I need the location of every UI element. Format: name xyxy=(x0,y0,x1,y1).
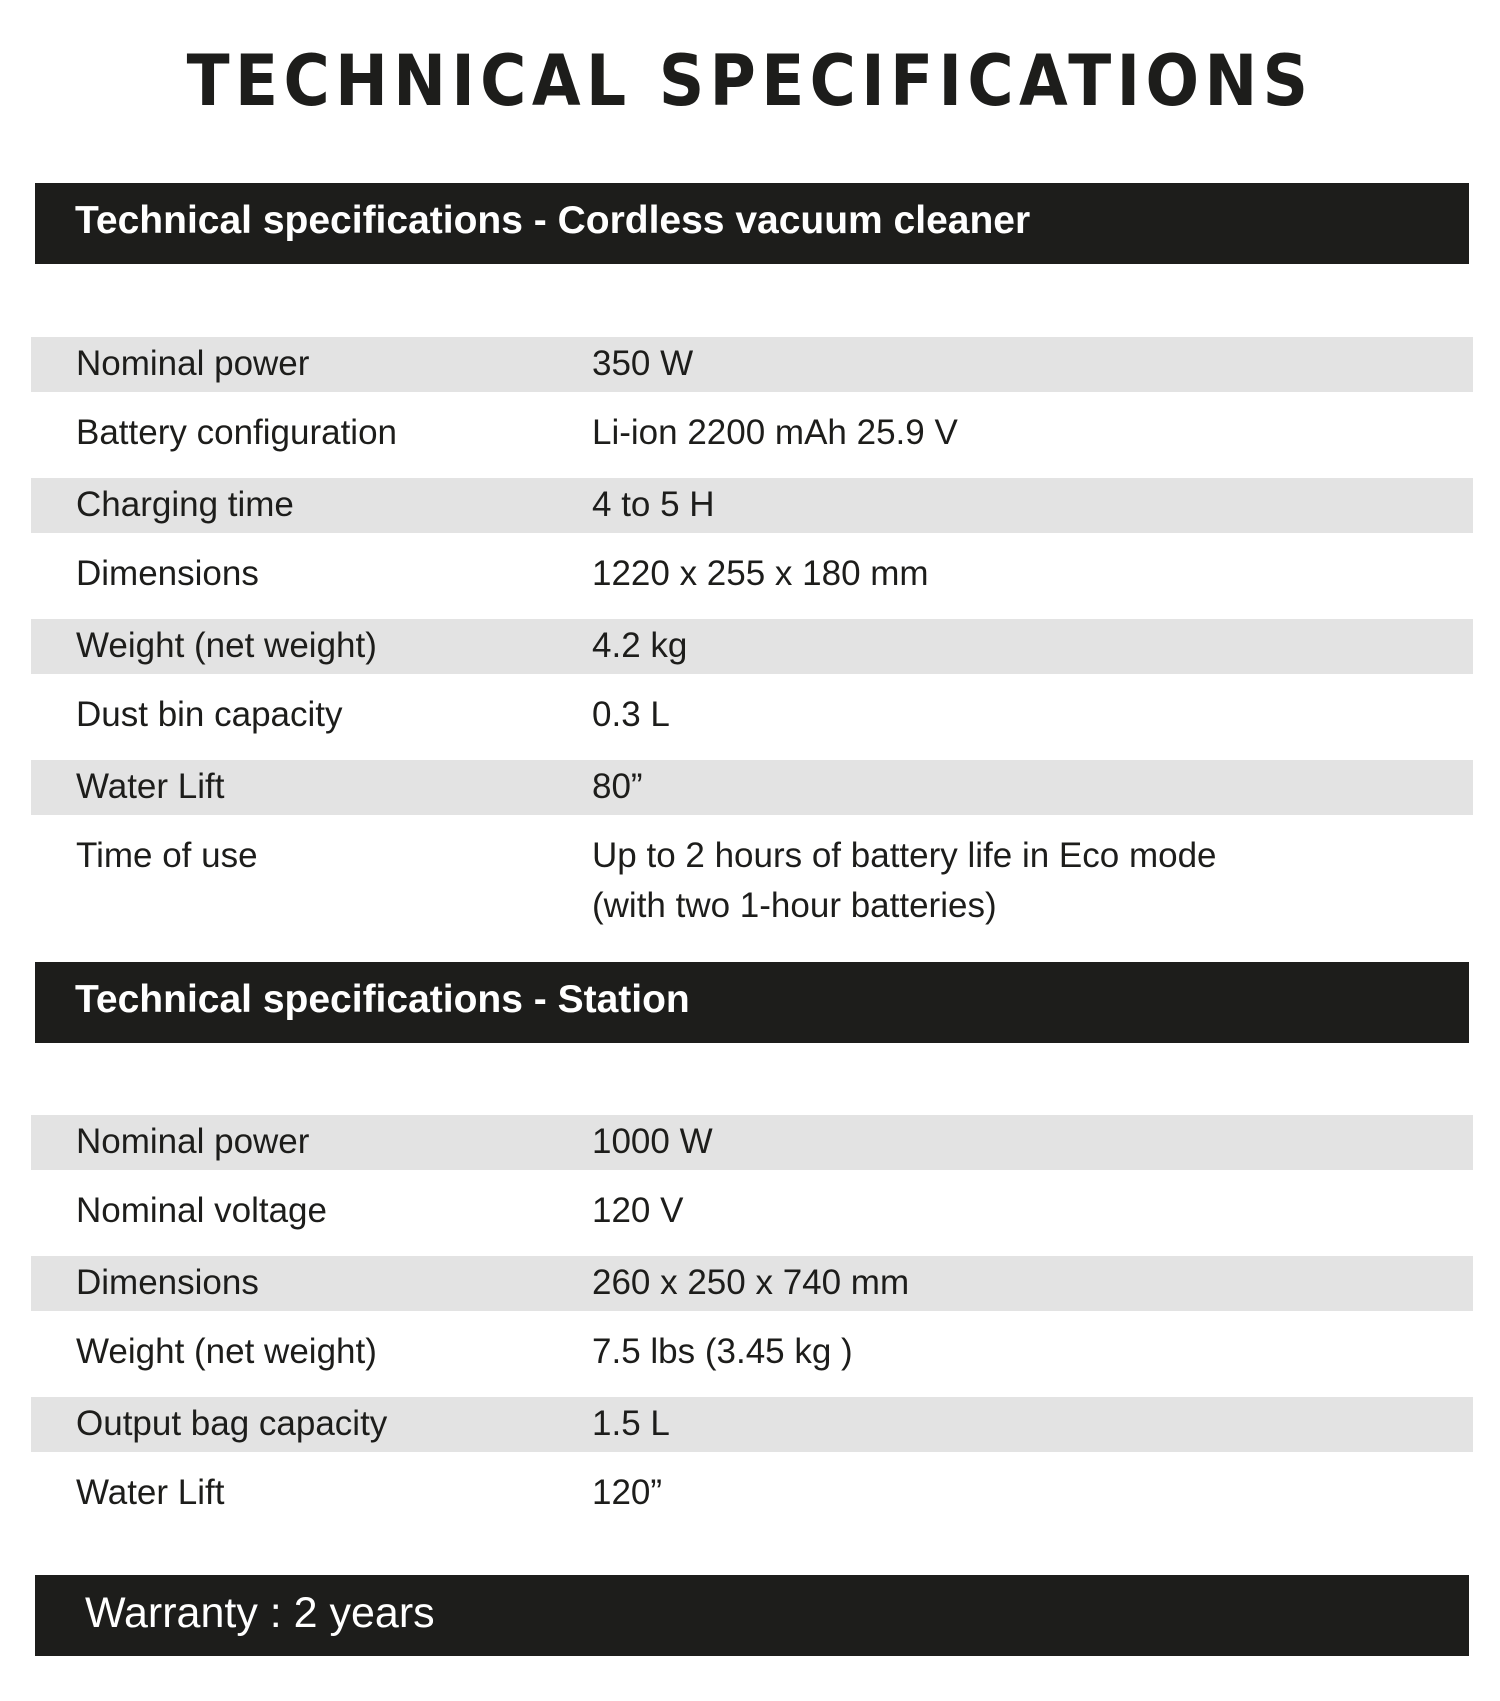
spec-label: Battery configuration xyxy=(76,413,398,452)
spec-row xyxy=(31,674,1473,760)
section-heading-station xyxy=(35,962,1469,1043)
spec-label: Nominal power xyxy=(76,344,310,383)
page-title: TECHNICAL SPECIFICATIONS xyxy=(186,40,1314,122)
spec-label: Charging time xyxy=(76,485,294,524)
warranty-text: Warranty : 2 years xyxy=(85,1589,435,1637)
spec-value-line: (with two 1-hour batteries) xyxy=(592,886,997,925)
spec-row xyxy=(31,1397,1473,1452)
spec-value: 1000 W xyxy=(592,1122,713,1161)
spec-label: Time of use xyxy=(76,836,258,875)
spec-row xyxy=(31,619,1473,674)
spec-row xyxy=(31,760,1473,815)
spec-value: 260 x 250 x 740 mm xyxy=(592,1263,910,1302)
spec-row xyxy=(31,392,1473,478)
spec-value-line: Up to 2 hours of battery life in Eco mode xyxy=(592,836,1217,875)
spec-value: 350 W xyxy=(592,344,694,383)
spec-row xyxy=(31,533,1473,619)
spec-value: 7.5 lbs (3.45 kg ) xyxy=(592,1332,853,1371)
spec-label: Dust bin capacity xyxy=(76,695,343,734)
section-heading-cordless-vacuum xyxy=(35,183,1469,264)
spec-row xyxy=(31,1452,1473,1538)
spec-label: Output bag capacity xyxy=(76,1404,388,1443)
spec-row xyxy=(31,337,1473,392)
spec-value: 1.5 L xyxy=(592,1404,670,1443)
spec-value: 0.3 L xyxy=(592,695,670,734)
spec-label: Nominal voltage xyxy=(76,1191,327,1230)
spec-value: Li-ion 2200 mAh 25.9 V xyxy=(592,413,958,452)
spec-value: 80” xyxy=(592,767,643,806)
section-heading-text: Technical specifications - Station xyxy=(75,978,690,1021)
spec-value: 1220 x 255 x 180 mm xyxy=(592,554,929,593)
spec-row xyxy=(31,1170,1473,1256)
spec-row xyxy=(31,815,1473,957)
spec-value: 120” xyxy=(592,1473,663,1512)
spec-value: 4.2 kg xyxy=(592,626,688,665)
spec-value xyxy=(592,831,1217,931)
spec-value: 4 to 5 H xyxy=(592,485,715,524)
spec-label: Water Lift xyxy=(76,767,225,806)
spec-value: 120 V xyxy=(592,1191,684,1230)
spec-row xyxy=(31,478,1473,533)
spec-label: Weight (net weight) xyxy=(76,626,377,665)
spec-label: Dimensions xyxy=(76,1263,259,1302)
section-heading-text: Technical specifications - Cordless vacuum cleaner xyxy=(75,199,1031,242)
spec-label: Dimensions xyxy=(76,554,259,593)
spec-table-cordless-vacuum xyxy=(31,337,1473,957)
spec-table-station xyxy=(31,1115,1473,1538)
spec-label: Nominal power xyxy=(76,1122,310,1161)
spec-row xyxy=(31,1115,1473,1170)
spec-label: Weight (net weight) xyxy=(76,1332,377,1371)
spec-label: Water Lift xyxy=(76,1473,225,1512)
spec-row xyxy=(31,1256,1473,1311)
warranty-banner xyxy=(35,1575,1469,1656)
spec-row xyxy=(31,1311,1473,1397)
